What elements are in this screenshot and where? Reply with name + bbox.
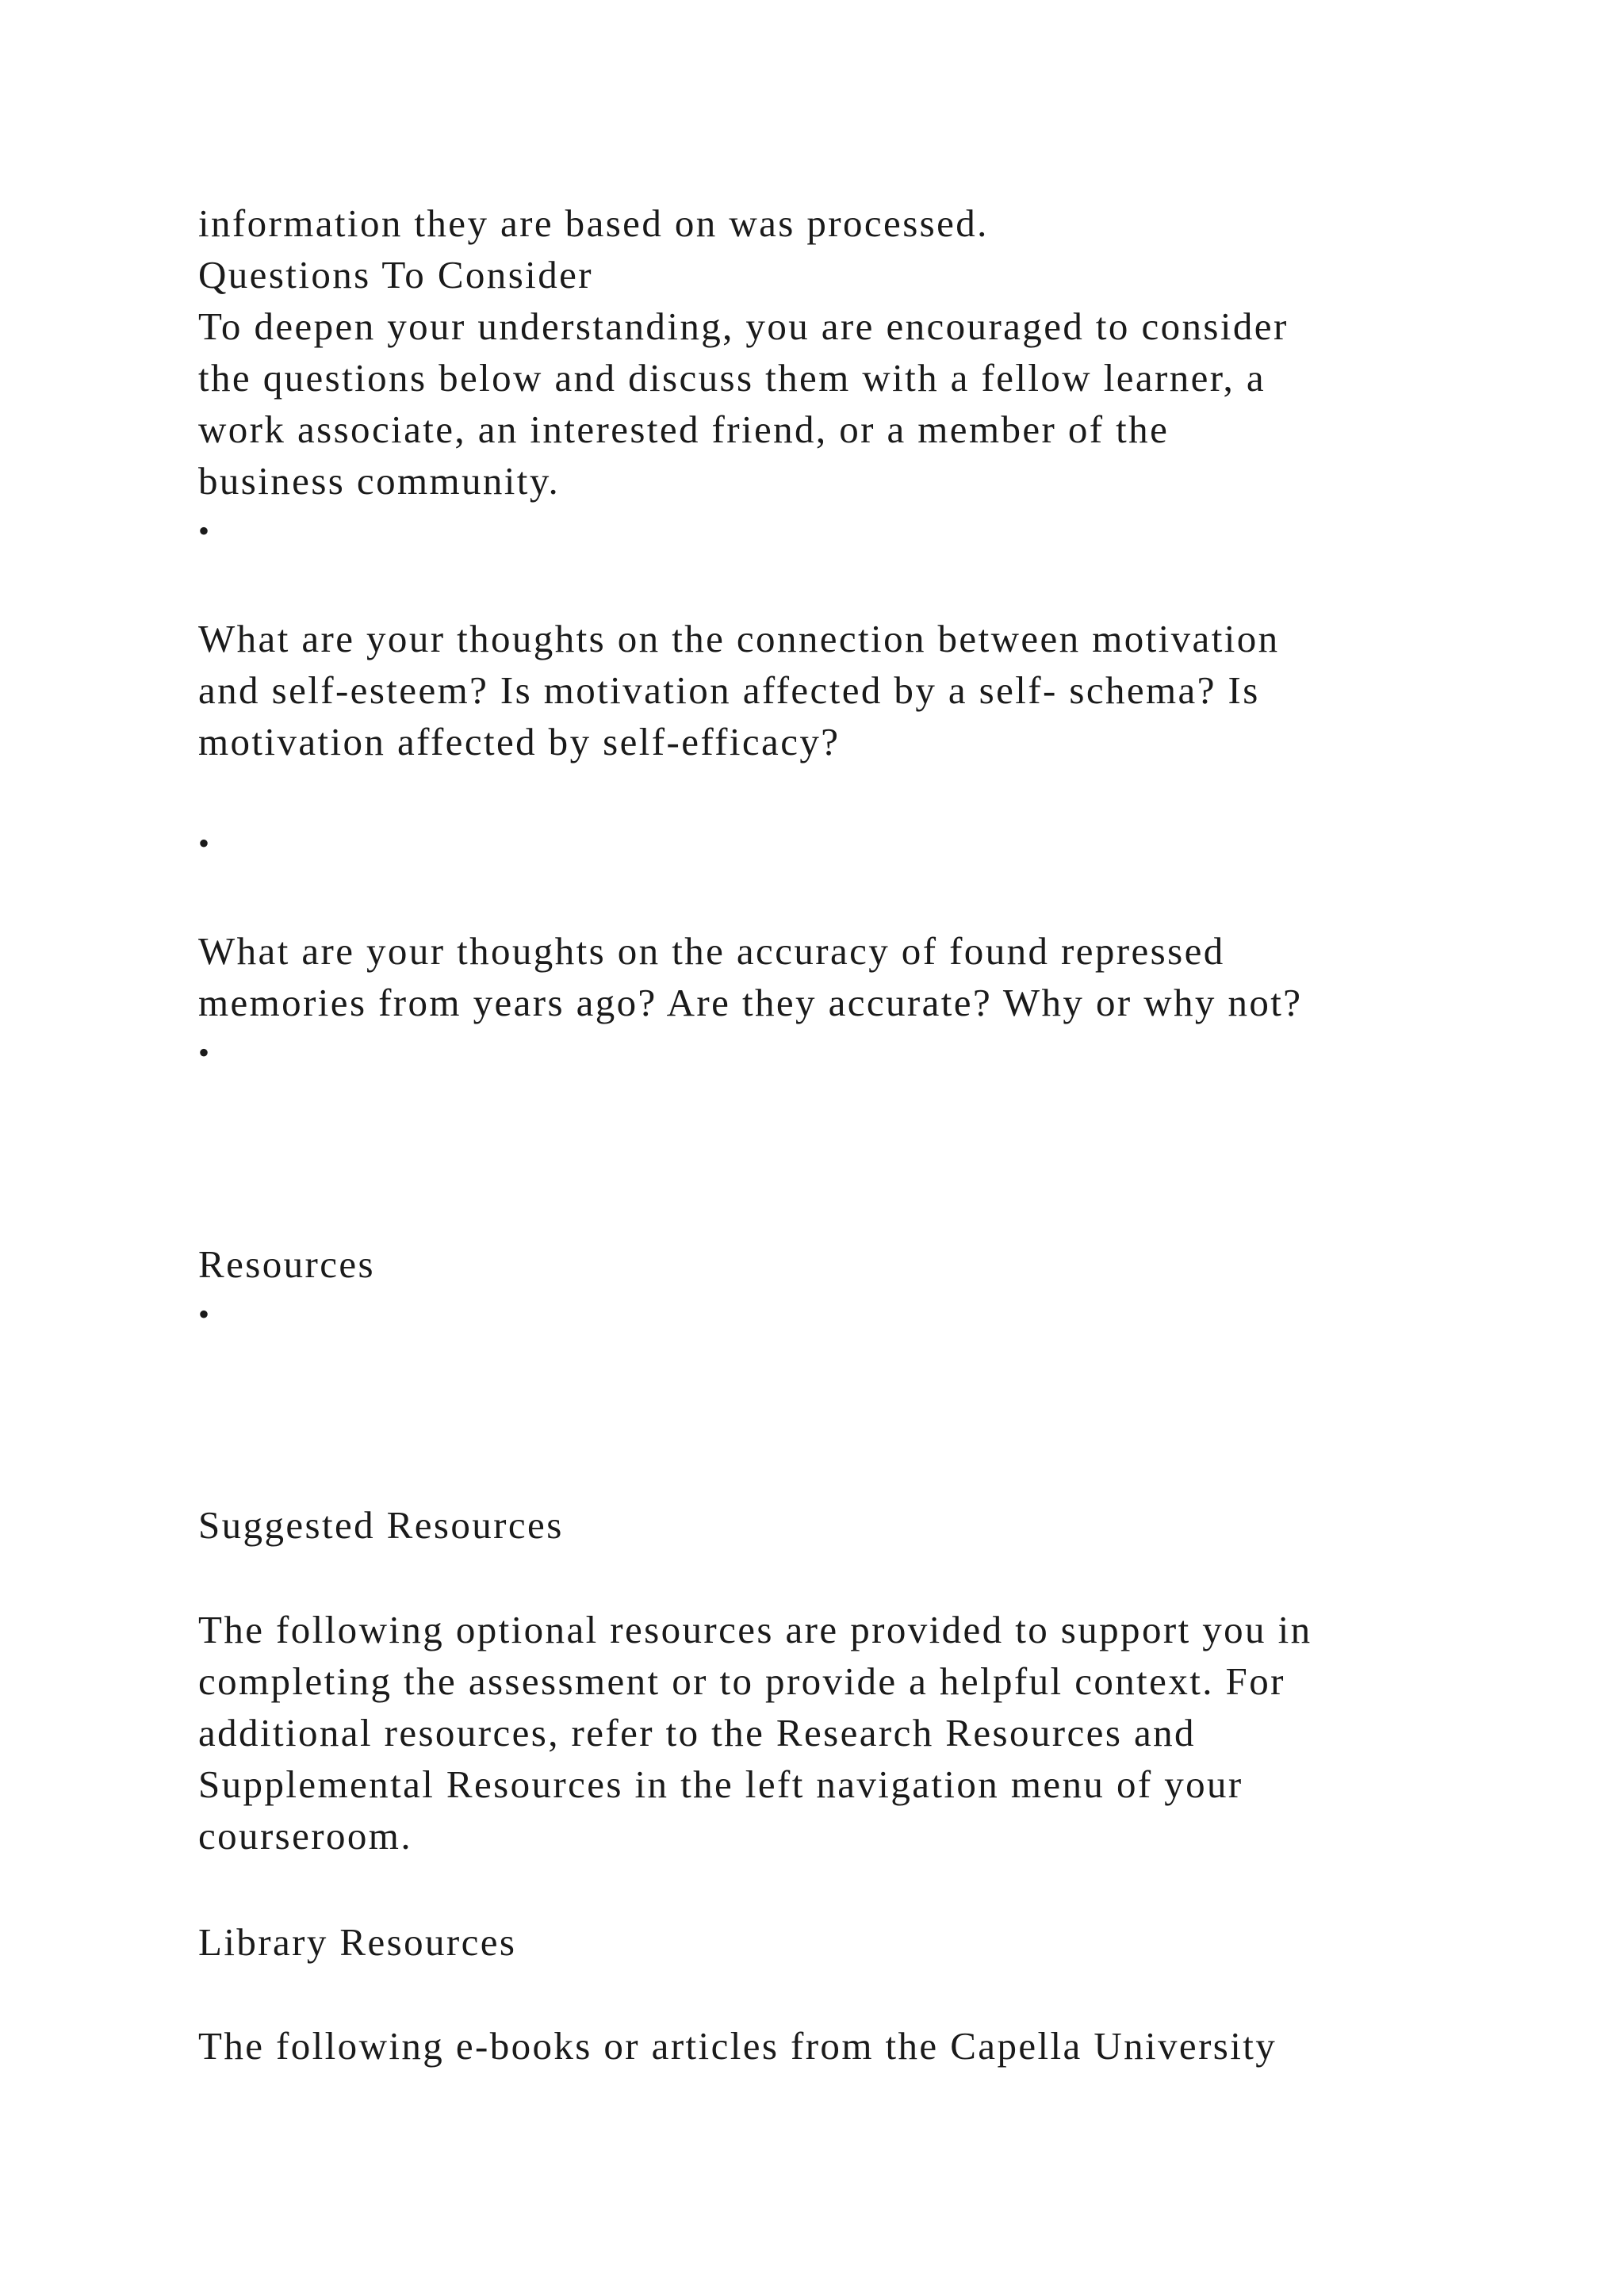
resources-heading: Resources xyxy=(198,1242,375,1286)
question-1-line-1: What are your thoughts on the connection between motivation xyxy=(198,617,1280,660)
suggested-body-line-1: The following optional resources are provided to support you in xyxy=(198,1608,1312,1651)
questions-intro-line-4: business community. xyxy=(198,459,561,503)
question-1-line-3: motivation affected by self-efficacy? xyxy=(198,720,841,763)
intro-tail-text: information they are based on was processed. xyxy=(198,201,989,245)
questions-intro-line-3: work associate, an interested friend, or a member of the xyxy=(198,408,1170,451)
suggested-body-line-4: Supplemental Resources in the left navigation menu of your xyxy=(198,1762,1243,1806)
library-body-line-1: The following e-books or articles from the Capella University xyxy=(198,2024,1277,2068)
bullet-1: • xyxy=(198,513,210,549)
questions-heading: Questions To Consider xyxy=(198,253,593,297)
bullet-2: • xyxy=(198,825,210,861)
question-1-line-2: and self-esteem? Is motivation affected by a self- schema? Is xyxy=(198,668,1260,712)
suggested-body-line-3: additional resources, refer to the Research Resources and xyxy=(198,1711,1196,1755)
library-resources-heading: Library Resources xyxy=(198,1920,517,1964)
suggested-resources-heading: Suggested Resources xyxy=(198,1503,564,1547)
suggested-body-line-2: completing the assessment or to provide a helpful context. For xyxy=(198,1659,1285,1703)
suggested-body-line-5: courseroom. xyxy=(198,1814,412,1858)
questions-intro-line-2: the questions below and discuss them with a fellow learner, a xyxy=(198,356,1266,400)
questions-intro-line-1: To deepen your understanding, you are encouraged to consider xyxy=(198,304,1289,348)
question-2-line-2: memories from years ago? Are they accurate? Why or why not? xyxy=(198,981,1303,1024)
bullet-4: • xyxy=(198,1296,210,1332)
question-2-line-1: What are your thoughts on the accuracy of found repressed xyxy=(198,929,1225,973)
bullet-3: • xyxy=(198,1035,210,1070)
